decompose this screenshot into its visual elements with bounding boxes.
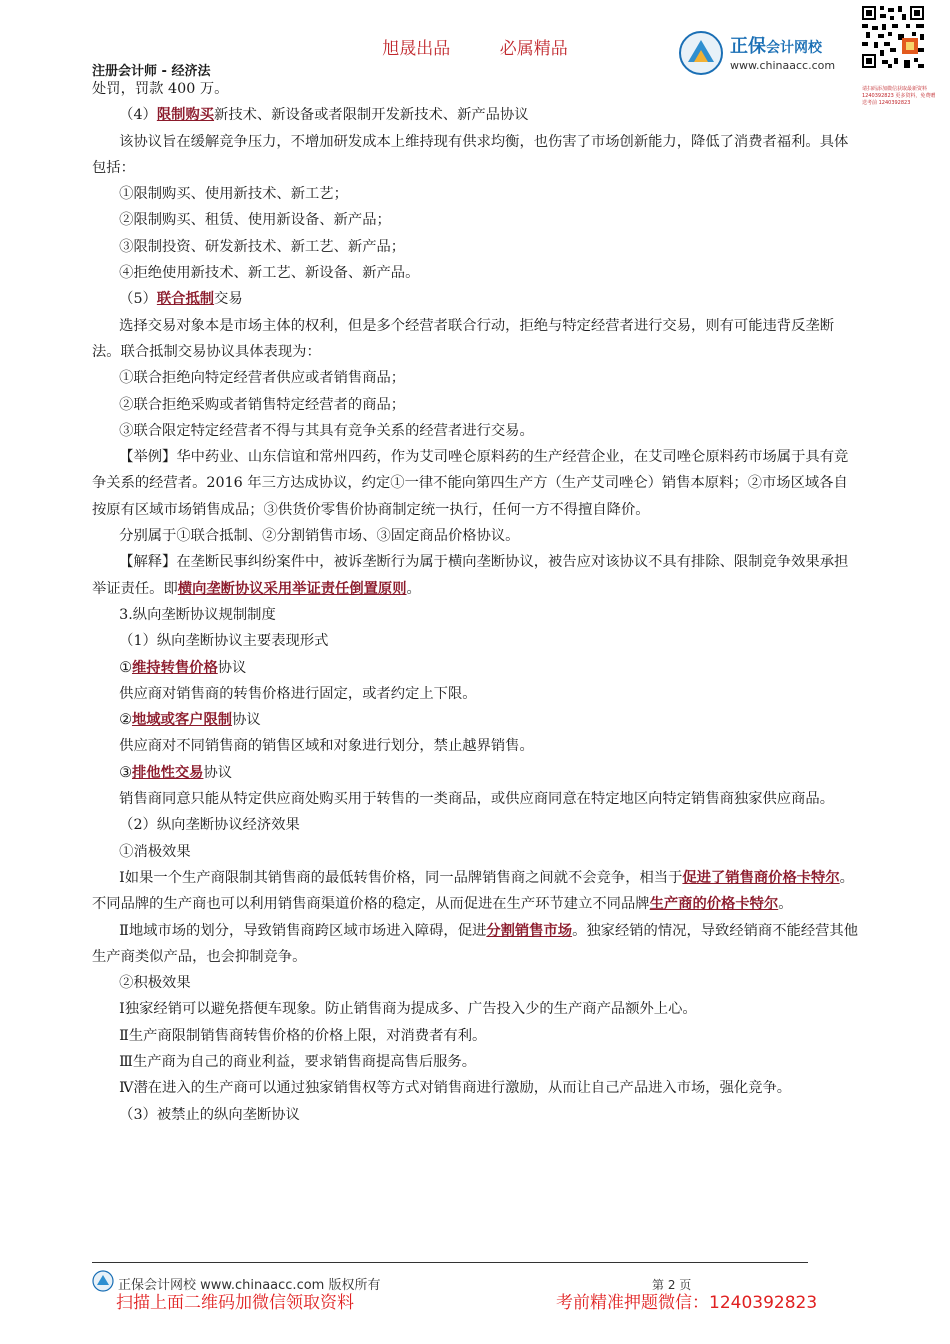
keyword: 促进了销售商价格卡特尔 [682, 869, 840, 886]
paragraph: 选择交易对象本是市场主体的权利，但是多个经营者联合行动，拒绝与特定经营者进行交易，则有可能违背反垄断法。联合抵制交易协议具体表现为： [92, 317, 834, 360]
footer-divider [92, 1262, 808, 1263]
logo-emblem-icon [678, 30, 724, 76]
keyword: 生产商的价格卡特尔 [649, 896, 779, 913]
list-item: ②联合拒绝采购或者销售特定经营者的商品； [119, 396, 406, 413]
paragraph: 分别属于①联合抵制、②分割销售市场、③固定商品价格协议。 [119, 528, 520, 545]
subsection-heading: （2）纵向垄断协议经济效果 [119, 817, 300, 834]
list-item: ①维持转售价格协议 [119, 659, 247, 676]
paragraph: 处罚，罚款 400 万。 [92, 81, 229, 97]
page-number: 第 2 页 [652, 1278, 692, 1292]
list-item: ①限制购买、使用新技术、新工艺； [119, 186, 348, 203]
logo-sub: 会计网校 [766, 40, 822, 56]
list-item: ③排他性交易协议 [119, 764, 233, 781]
footer-copyright: 正保会计网校 www.chinaacc.com 版权所有 [118, 1278, 381, 1293]
footer-logo-icon [92, 1270, 114, 1292]
keyword: 维持转售价格 [131, 659, 218, 676]
keyword: 横向垄断协议采用举证责任倒置原则 [177, 580, 407, 597]
keyword: 地域或客户限制 [131, 712, 233, 729]
logo-url: www.chinaacc.com [730, 59, 836, 72]
paragraph: Ⅱ地域市场的划分，导致销售商跨区域市场进入障碍，促进分割销售市场。独家经销的情况，导致经销商不能经营其他生产商类似产品，也会抑制竞争。 [92, 922, 859, 965]
paragraph: Ⅲ生产商为自己的商业利益，要求销售商提高售后服务。 [119, 1053, 477, 1070]
keyword: 限制购买 [156, 107, 215, 124]
example-paragraph: 【举例】华中药业、山东信谊和常州四药，作为艾司唑仑原料药的生产经营企业，在艾司唑仑原料药市场属于具有竞争关系的经营者。2016 年三方达成协议，约定①一律不能向第四生产方（生产艾司唑仑）销售本原料；②市场区域各自按原有区域市场销售成品；③供货价零售价协商制定统一执行，任何一方不得擅自降价。 [92, 449, 849, 518]
promo-left: 扫描上面二维码加微信领取资料 [116, 1293, 354, 1313]
list-item: ①联合拒绝向特定经营者供应或者销售商品； [119, 370, 406, 387]
subsection-heading: （1）纵向垄断协议主要表现形式 [119, 633, 329, 650]
keyword: 分割销售市场 [486, 922, 573, 939]
subsection-heading: （3）被禁止的纵向垄断协议 [119, 1106, 300, 1123]
paragraph: 销售商同意只能从特定供应商处购买用于转售的一类商品，或供应商同意在特定地区向特定销售商独家供应商品。 [119, 791, 834, 808]
list-item: ④拒绝使用新技术、新工艺、新设备、新产品。 [119, 265, 420, 282]
slogan-right: 必属精品 [499, 39, 568, 59]
paragraph: Ⅳ潜在进入的生产商可以通过独家销售权等方式对销售商进行激励，从而让自己产品进入市场，强化竞争。 [119, 1080, 792, 1097]
promo-right: 考前精准押题微信：1240392823 [556, 1293, 818, 1313]
doc-title: 注册会计师 - 经济法 [92, 64, 211, 79]
paragraph: 该协议旨在缓解竞争压力，不增加研发成本上维持现有供求均衡，也伤害了市场创新能力，降低了消费者福利。具体包括： [92, 133, 849, 176]
brand-logo[interactable] [678, 28, 858, 78]
qr-caption: 请扫码添加微信获取最新资料 1240392823 更多资料，免费赠送考前 1240392823 [862, 86, 936, 106]
document-body [92, 76, 862, 1128]
paragraph: Ⅱ生产商限制销售商转售价格的价格上限，对消费者有利。 [119, 1027, 487, 1044]
explanation-paragraph: 【解释】在垄断民事纠纷案件中，被诉垄断行为属于横向垄断协议，被告应对该协议不具有排除、限制竞争效果承担举证责任。即横向垄断协议采用举证责任倒置原则。 [92, 554, 849, 597]
keyword: 排他性交易 [131, 764, 204, 781]
paragraph: 供应商对销售商的转售价格进行固定，或者约定上下限。 [119, 685, 477, 702]
subsection-heading: （4）限制购买新技术、新设备或者限制开发新技术、新产品协议 [119, 107, 529, 124]
paragraph: ②积极效果 [119, 975, 191, 992]
paragraph: 供应商对不同销售商的销售区域和对象进行划分，禁止越界销售。 [119, 738, 534, 755]
list-item: ③联合限定特定经营者不得与其具有竞争关系的经营者进行交易。 [119, 422, 534, 439]
list-item: ②限制购买、租赁、使用新设备、新产品； [119, 212, 391, 229]
logo-name: 正保 [730, 36, 766, 57]
paragraph: ①消极效果 [119, 843, 191, 860]
paragraph: Ⅰ如果一个生产商限制其销售商的最低转售价格，同一品牌销售商之间就不会竞争，相当于促进了销售商价格卡特尔。不同品牌的生产商也可以利用销售商渠道价格的稳定，从而促进在生产环节建立不同品牌生产商的价格卡特尔。 [92, 869, 854, 913]
subsection-heading: （5）联合抵制交易 [119, 291, 243, 308]
qr-code-icon[interactable] [862, 6, 924, 68]
list-item: ③限制投资、研发新技术、新工艺、新产品； [119, 238, 406, 255]
slogan-left: 旭晟出品 [382, 39, 451, 59]
list-item: ②地域或客户限制协议 [119, 712, 261, 729]
section-heading: 3.纵向垄断协议规制制度 [119, 606, 276, 623]
keyword: 联合抵制 [156, 291, 215, 308]
paragraph: Ⅰ独家经销可以避免搭便车现象。防止销售商为提成多、广告投入少的生产商产品额外上心。 [119, 1001, 697, 1018]
